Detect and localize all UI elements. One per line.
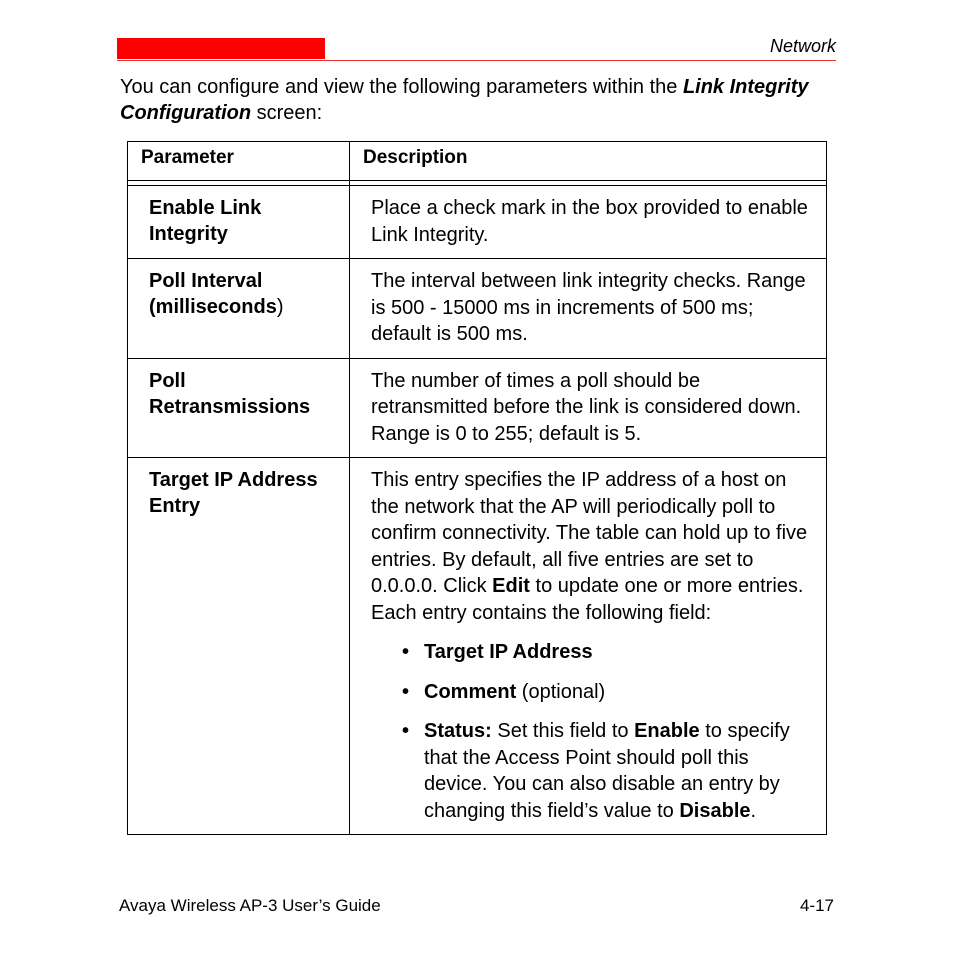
footer-page-number: 4-17 bbox=[799, 896, 834, 915]
field-list bbox=[371, 639, 812, 824]
table-header-row bbox=[128, 142, 827, 181]
intro-text-after: screen: bbox=[251, 102, 323, 124]
table-row bbox=[128, 186, 827, 259]
intro-screen-name: Link Integrity Configuration bbox=[120, 76, 809, 124]
param-cell: Poll Retransmissions bbox=[128, 358, 350, 458]
bullet-icon: • bbox=[402, 680, 410, 703]
parameter-table bbox=[127, 141, 827, 835]
bullet-icon: • bbox=[402, 720, 410, 742]
list-item: • Comment (optional) bbox=[371, 679, 812, 706]
param-cell: Poll Interval (milliseconds) bbox=[128, 259, 350, 359]
section-title: Network bbox=[769, 36, 836, 56]
param-cell: Enable Link Integrity bbox=[128, 186, 350, 259]
table-row bbox=[128, 358, 827, 458]
param-cell: Target IP Address Entry bbox=[128, 458, 350, 835]
footer-guide-title: Avaya Wireless AP-3 User’s Guide bbox=[119, 896, 381, 915]
desc-cell: The interval between link integrity checks. Range is 500 - 15000 ms in increments of 500 ms; default is 500 ms. bbox=[350, 259, 827, 359]
header-description: Description bbox=[350, 142, 827, 181]
desc-cell: The number of times a poll should be retransmitted before the link is considered down. Range is 0 to 255; default is 5. bbox=[350, 358, 827, 458]
header-rule bbox=[117, 60, 836, 61]
table-row bbox=[128, 259, 827, 359]
header-parameter: Parameter bbox=[128, 142, 350, 181]
intro-text-before: You can configure and view the following parameters within the bbox=[120, 76, 683, 98]
desc-cell: Place a check mark in the box provided to enable Link Integrity. bbox=[350, 186, 827, 259]
intro-paragraph bbox=[120, 74, 840, 126]
target-ip-description: This entry specifies the IP address of a host on the network that the AP will periodically poll to confirm connectivity. The table can hold up to five entries. By default, all five entries are set to 0.0.0.0. Click Edit to update one or more entries. Each entry contains the following field: bbox=[371, 469, 808, 624]
list-item: • Status: Set this field to Enable to specify that the Access Point should poll this device. You can also disable an entry by changing this field’s value to Disable. bbox=[402, 720, 790, 822]
table-row bbox=[128, 458, 827, 835]
list-item: • Target IP Address bbox=[371, 639, 812, 666]
desc-cell bbox=[350, 458, 827, 835]
header-accent-bar bbox=[117, 38, 325, 59]
bullet-icon: • bbox=[402, 641, 410, 663]
